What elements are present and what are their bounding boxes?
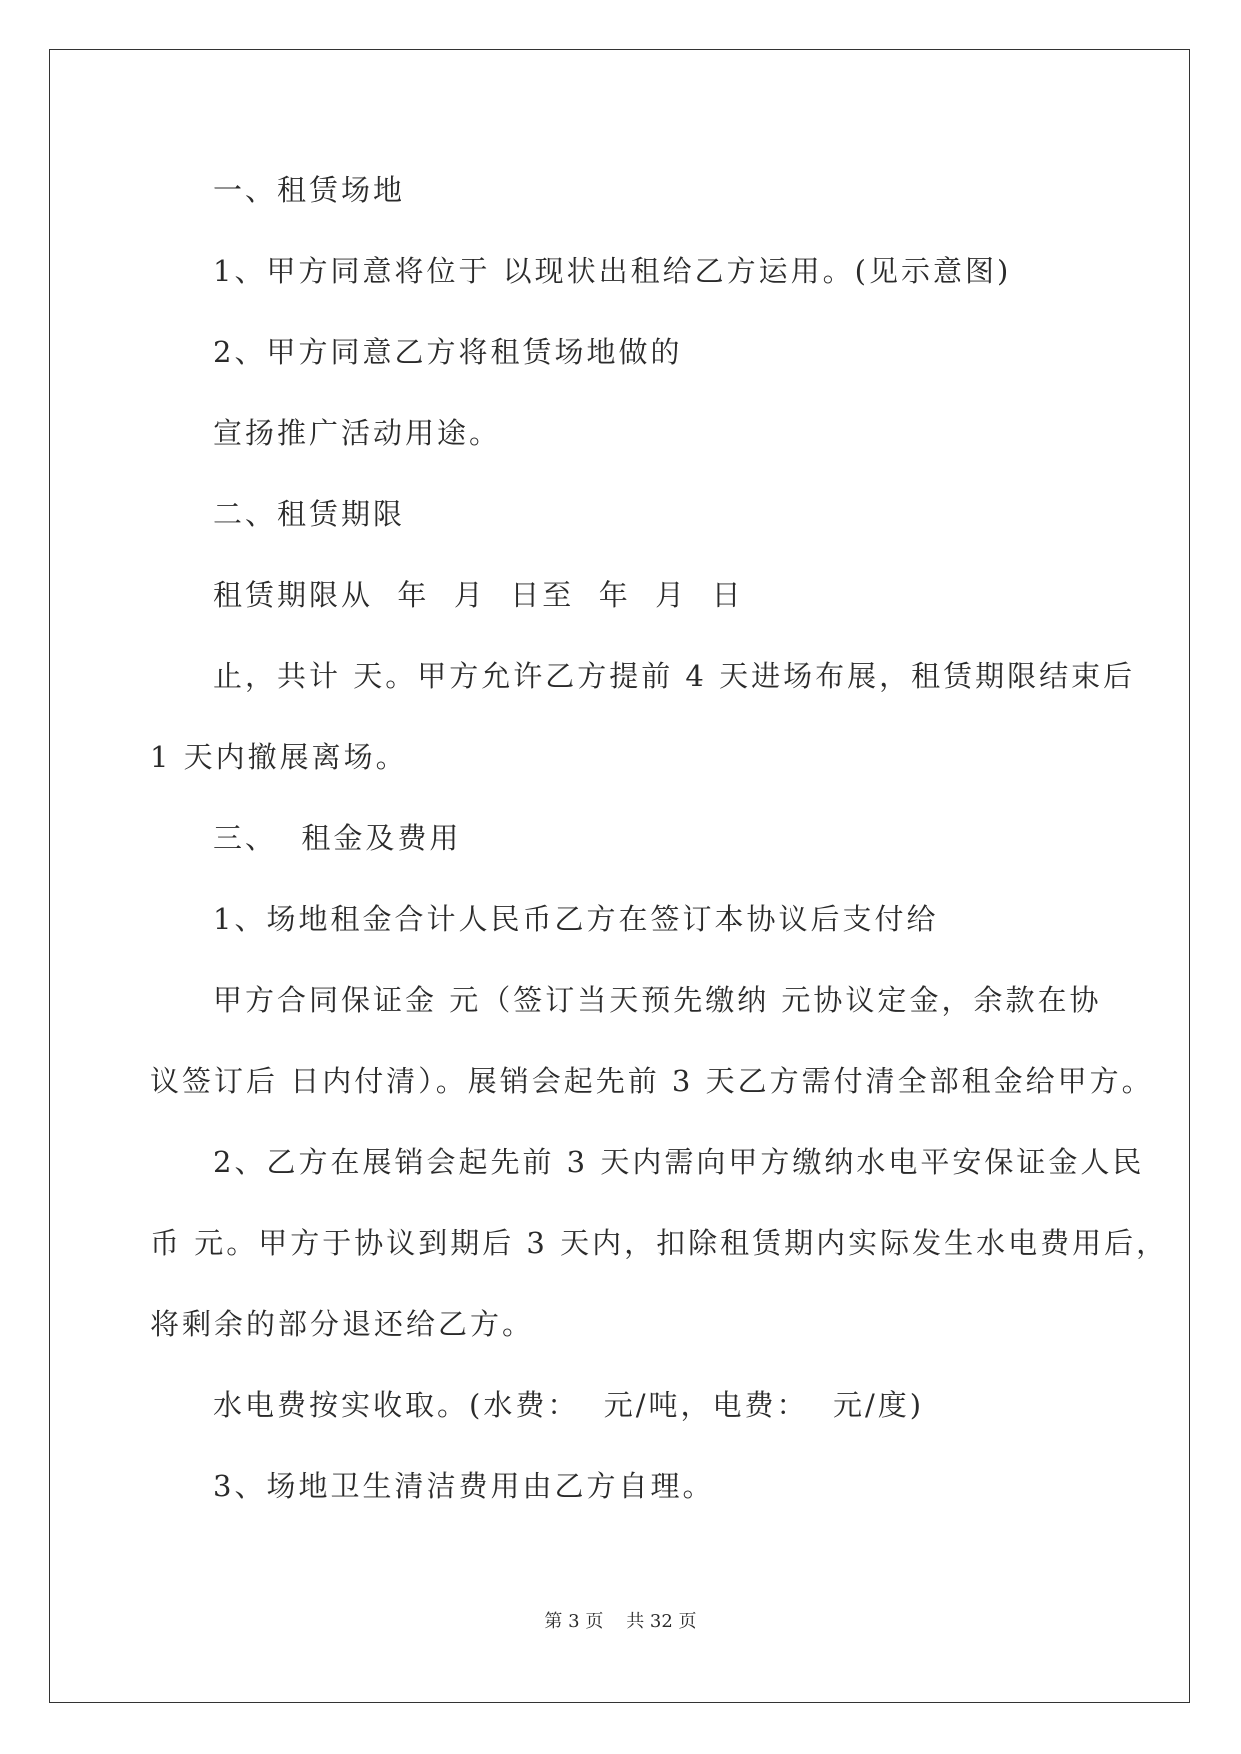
paragraph-line: 宣扬推广活动用途。 <box>213 416 502 450</box>
paragraph-line: 2、乙方在展销会起先前 3 天内需向甲方缴纳水电平安保证金人民 <box>213 1145 1145 1179</box>
section-heading-rental-site: 一、租赁场地 <box>213 173 406 207</box>
paragraph-line: 1 天内撤展离场。 <box>150 740 408 774</box>
paragraph-line: 止，共计 天。甲方允许乙方提前 4 天进场布展，租赁期限结束后 <box>213 659 1136 693</box>
paragraph-line: 议签订后 日内付清）。展销会起先前 3 天乙方需付清全部租金给甲方。 <box>150 1064 1154 1098</box>
paragraph-line: 1、场地租金合计人民币乙方在签订本协议后支付给 <box>213 902 939 936</box>
paragraph-line: 租赁期限从 年 月 日至 年 月 日 <box>213 578 744 612</box>
page-number-footer: 第 3 页 共 32 页 <box>544 1611 697 1632</box>
paragraph-line: 3、场地卫生清洁费用由乙方自理。 <box>213 1469 715 1503</box>
paragraph-line: 甲方合同保证金 元（签订当天预先缴纳 元协议定金，余款在协 <box>213 983 1102 1017</box>
paragraph-line: 水电费按实收取。(水费： 元/吨，电费： 元/度) <box>213 1388 925 1422</box>
section-heading-rent-and-fees: 三、 租金及费用 <box>213 821 462 855</box>
paragraph-line: 2、甲方同意乙方将租赁场地做的 <box>213 335 683 369</box>
paragraph-line: 1、甲方同意将位于 以现状出租给乙方运用。(见示意图) <box>213 254 1012 288</box>
paragraph-line: 币 元。甲方于协议到期后 3 天内，扣除租赁期内实际发生水电费用后， <box>150 1226 1169 1260</box>
section-heading-rental-period: 二、租赁期限 <box>213 497 406 531</box>
paragraph-line: 将剩余的部分退还给乙方。 <box>150 1307 535 1341</box>
page-border <box>49 49 1190 1703</box>
